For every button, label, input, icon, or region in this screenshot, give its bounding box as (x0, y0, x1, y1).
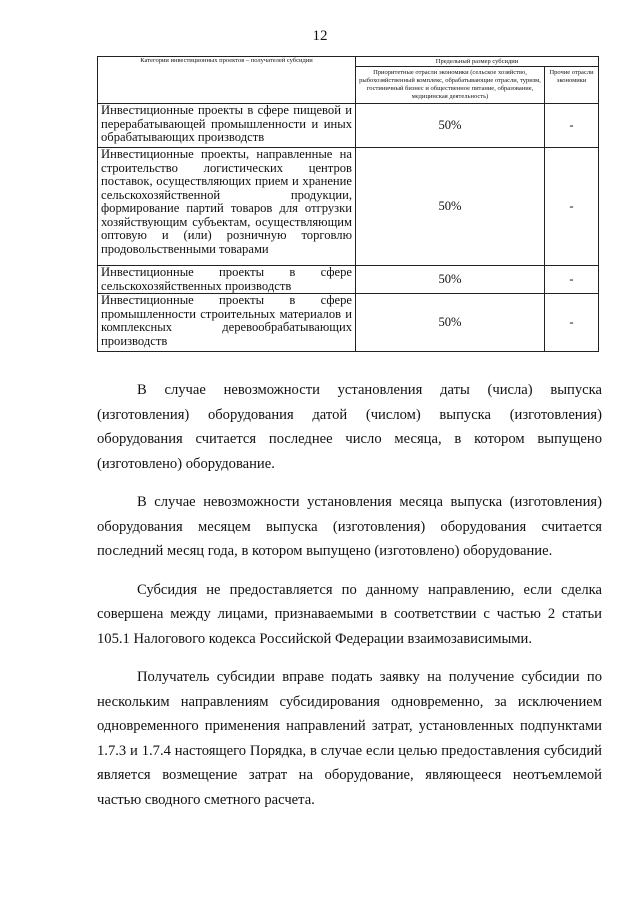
subsidy-table (97, 56, 599, 352)
row-priority-value: 50% (356, 148, 545, 266)
paragraph: В случае невозможности установления месяца выпуска (изготовления) оборудования месяцем выпуска (изготовления) оборудования считается последний месяц года, в котором выпущено (изготовлено) оборудование. (97, 494, 602, 559)
row-other-value: - (545, 266, 599, 294)
table-row (98, 294, 599, 352)
row-other-value: - (545, 294, 599, 352)
row-category: Инвестиционные проекты в сфере пищевой и перерабатывающей промышленности и иных обрабатывающих производств (98, 104, 356, 148)
row-other-value: - (545, 104, 599, 148)
table-header-row (98, 57, 599, 67)
table-row (98, 104, 599, 148)
row-priority-value: 50% (356, 266, 545, 294)
table-row (98, 266, 599, 294)
header-category: Категории инвестиционных проектов – получателей субсидии (98, 57, 356, 104)
header-limit: Предельный размер субсидии (356, 57, 599, 67)
row-priority-value: 50% (356, 104, 545, 148)
row-category: Инвестиционные проекты в сфере промышленности строительных материалов и комплексных деревообрабатывающих производств (98, 294, 356, 352)
body-text (97, 378, 602, 826)
row-priority-value: 50% (356, 294, 545, 352)
row-other-value: - (545, 148, 599, 266)
paragraph: В случае невозможности установления даты (числа) выпуска (изготовления) оборудования датой (числом) выпуска (изготовления) оборудования считается последнее число месяца, в котором выпущено (изготовлено) оборудование. (97, 382, 602, 472)
header-other-sectors: Прочие отрасли экономики (545, 67, 599, 104)
paragraph: Получатель субсидии вправе подать заявку на получение субсидии по нескольким направлениям субсидирования одновременно, за исключением одновременного применения направлений затрат, установленных подпунктами 1.7.3 и 1.7.4 настоящего Порядка, в случае если целью предоставления субсидий является возмещение затрат на оборудование, являющееся неотъемлемой частью сводного сметного расчета. (97, 669, 602, 808)
page-number: 12 (312, 28, 328, 44)
table-row (98, 148, 599, 266)
header-priority-sectors: Приоритетные отрасли экономики (сельское хозяйство, рыбохозяйственный комплекс, обрабатывающие отрасли, туризм, гостиничный бизнес и общественное питание, образование, медицинская деятельность) (356, 67, 545, 104)
row-category: Инвестиционные проекты в сфере сельскохозяйственных производств (98, 266, 356, 294)
paragraph: Субсидия не предоставляется по данному направлению, если сделка совершена между лицами, признаваемыми в соответствии с частью 2 статьи 105.1 Налогового кодекса Российской Федерации взаимозависимыми. (97, 581, 602, 647)
row-category: Инвестиционные проекты, направленные на строительство логистических центров поставок, осуществляющих прием и хранение сельскохозяйственной продукции, формирование партий товаров для отгрузки хозяйствующим субъектам, осуществляющим оптовую и (или) розничную торговлю продовольственными товарами (98, 148, 356, 266)
